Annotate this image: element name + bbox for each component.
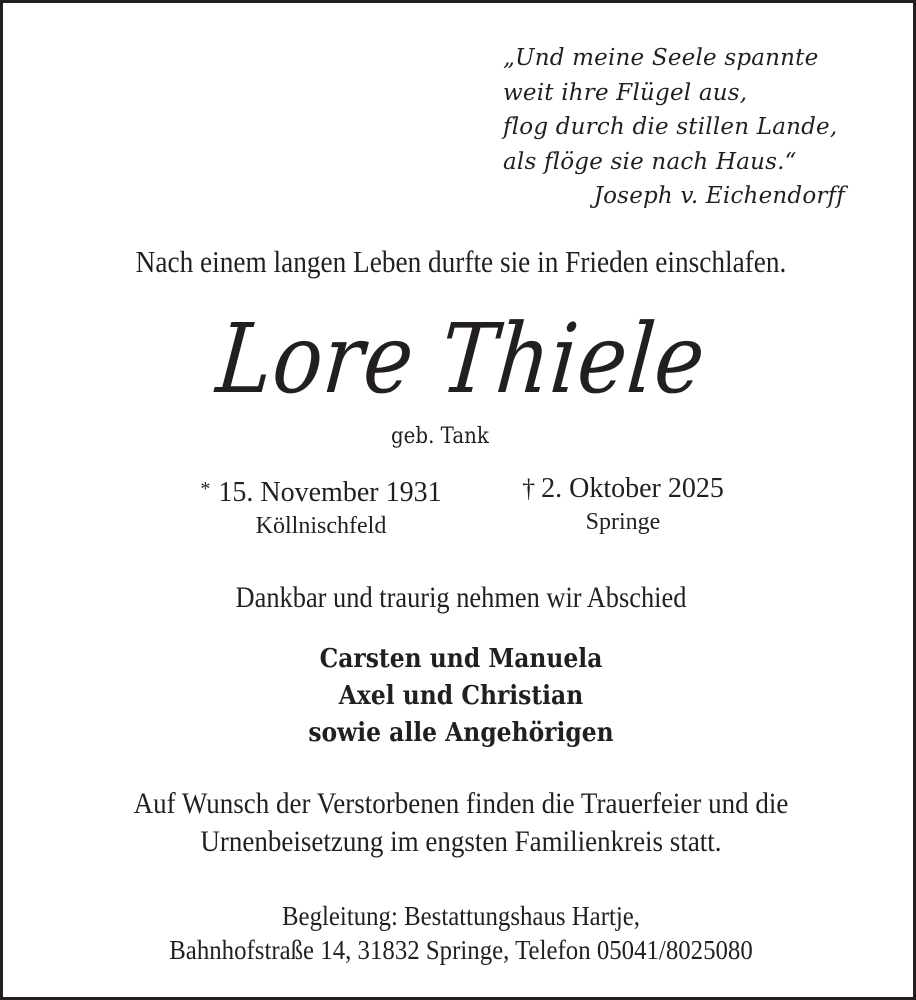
mourner-line: Carsten und Manuela bbox=[319, 644, 603, 674]
mourner-line: sowie alle Angehörigen bbox=[308, 718, 614, 748]
death-date-line bbox=[498, 472, 748, 506]
farewell-text: Dankbar und traurig nehmen wir Abschied bbox=[235, 581, 687, 614]
poem-line: „Und meine Seele spannte bbox=[503, 45, 819, 71]
deceased-name bbox=[3, 299, 916, 419]
birth-info bbox=[181, 472, 461, 542]
undertaker-line: Begleitung: Bestattungshaus Hartje, bbox=[281, 901, 641, 931]
death-date: 2. Oktober 2025 bbox=[541, 473, 724, 504]
death-place: Springe bbox=[585, 509, 661, 535]
poem-author: Joseph v. Eichendorff bbox=[593, 183, 845, 209]
poem-line: flog durch die stillen Lande, bbox=[503, 114, 838, 140]
maiden-name: geb. Tank bbox=[391, 424, 489, 449]
poem-line: als flöge sie nach Haus.“ bbox=[503, 148, 797, 175]
deceased-name-text: Lore Thiele bbox=[212, 303, 710, 415]
birth-date-line bbox=[181, 472, 461, 510]
birth-date: 15. November 1931 bbox=[218, 477, 442, 508]
death-cross-icon: † bbox=[522, 474, 536, 503]
ceremony-notice-line: Urnenbeisetzung im engsten Familienkreis statt. bbox=[200, 825, 722, 858]
mourner-line: Axel und Christian bbox=[338, 681, 584, 711]
undertaker-info bbox=[3, 899, 916, 967]
intro-text: Nach einem langen Leben durfte sie in Frieden einschlafen. bbox=[135, 244, 787, 279]
undertaker-address: Bahnhofstraße 14, 31832 Springe, Telefon 05041/8025080 bbox=[169, 935, 753, 965]
ceremony-notice-line: Auf Wunsch der Verstorbenen finden die Trauerfeier und die bbox=[133, 787, 789, 820]
poem-quote bbox=[503, 41, 873, 214]
mourners-list bbox=[3, 641, 916, 752]
ceremony-notice bbox=[3, 785, 916, 861]
life-dates bbox=[3, 472, 916, 542]
poem-line: weit ihre Flügel aus, bbox=[503, 79, 748, 106]
birth-place: Köllnischfeld bbox=[255, 513, 387, 539]
death-info bbox=[498, 472, 748, 538]
birth-star-icon: * bbox=[200, 478, 211, 500]
